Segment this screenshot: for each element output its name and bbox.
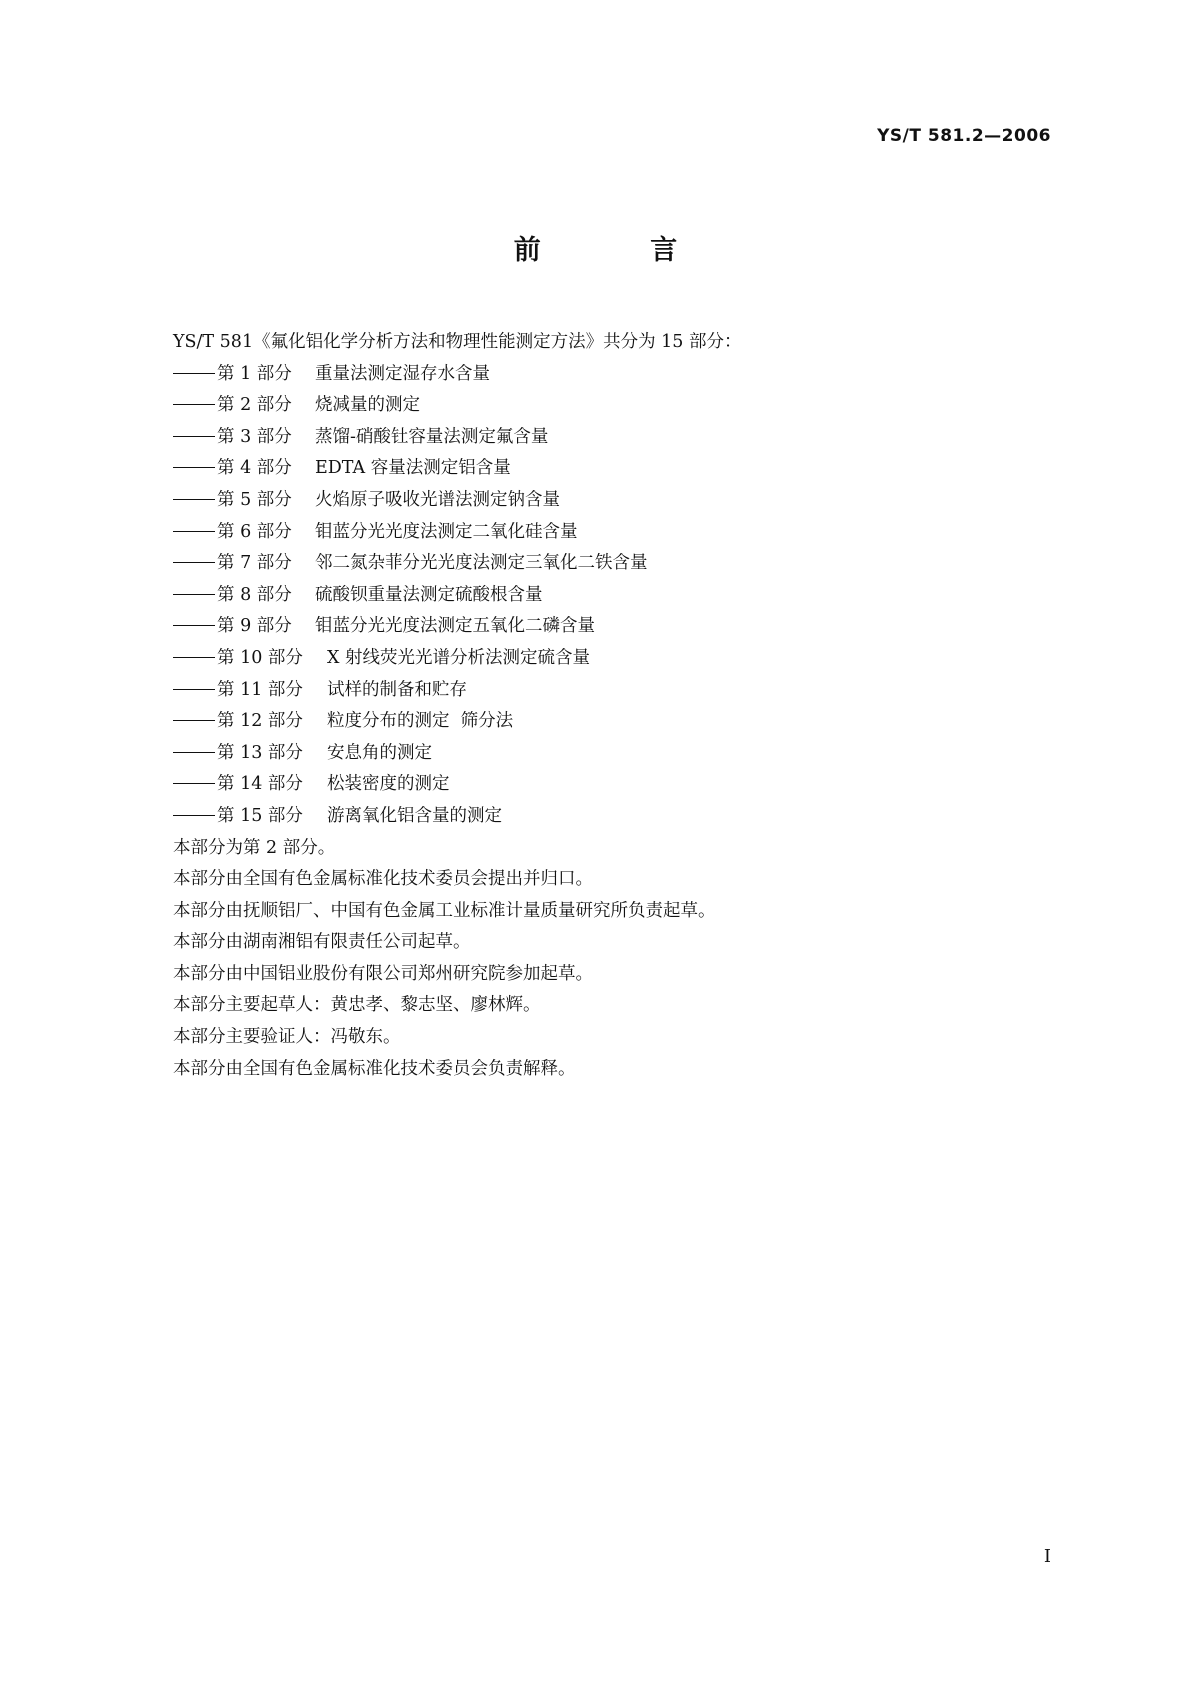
- statement-paragraph: 本部分由湖南湘铝有限责任公司起草。: [173, 932, 471, 953]
- part-item: [173, 517, 1053, 549]
- em-dash: [173, 499, 215, 500]
- part-label: 第 10 部分: [217, 647, 303, 668]
- page-number: I: [1043, 1546, 1051, 1567]
- em-dash: [173, 531, 215, 532]
- part-item: [173, 390, 1053, 422]
- statement-paragraph: 本部分主要验证人：冯敬东。: [173, 1027, 401, 1048]
- part-name: X 射线荧光光谱分析法测定硫含量: [327, 647, 591, 668]
- em-dash: [173, 783, 215, 784]
- statement-paragraph: 本部分主要起草人：黄忠孝、黎志坚、廖林辉。: [173, 995, 541, 1016]
- part-label: 第 12 部分: [217, 711, 303, 732]
- em-dash: [173, 625, 215, 626]
- em-dash: [173, 594, 215, 595]
- part-item: [173, 422, 1053, 454]
- part-item: [173, 643, 1053, 675]
- part-label: 第 8 部分: [217, 584, 292, 605]
- part-name: 火焰原子吸收光谱法测定钠含量: [315, 489, 560, 510]
- part-label: 第 11 部分: [217, 679, 303, 700]
- part-item: [173, 611, 1053, 643]
- em-dash: [173, 404, 215, 405]
- em-dash: [173, 436, 215, 437]
- em-dash: [173, 373, 215, 374]
- part-name: 松装密度的测定: [327, 774, 450, 795]
- part-name: EDTA 容量法测定铝含量: [315, 458, 511, 479]
- part-item: [173, 706, 1053, 738]
- part-label: 第 2 部分: [217, 395, 292, 416]
- part-name: 钼蓝分光光度法测定五氧化二磷含量: [315, 616, 595, 637]
- part-name: 试样的制备和贮存: [327, 679, 467, 700]
- part-item: [173, 738, 1053, 770]
- part-name: 硫酸钡重量法测定硫酸根含量: [315, 584, 543, 605]
- em-dash: [173, 689, 215, 690]
- part-name: 钼蓝分光光度法测定二氧化硅含量: [315, 521, 578, 542]
- part-name: 重量法测定湿存水含量: [315, 363, 490, 384]
- part-item: [173, 801, 1053, 833]
- em-dash: [173, 720, 215, 721]
- part-item: [173, 548, 1053, 580]
- part-label: 第 14 部分: [217, 774, 303, 795]
- part-name: 安息角的测定: [327, 742, 432, 763]
- part-item: [173, 485, 1053, 517]
- part-label: 第 13 部分: [217, 742, 303, 763]
- parts-list: [173, 359, 1053, 833]
- part-label: 第 15 部分: [217, 805, 303, 826]
- intro-paragraph: YS/T 581《氟化铝化学分析方法和物理性能测定方法》共分为 15 部分：: [173, 332, 742, 352]
- standard-code: YS/T 581.2—2006: [877, 126, 1051, 146]
- statement-paragraph: 本部分由中国铝业股份有限公司郑州研究院参加起草。: [173, 963, 593, 984]
- foreword-body: [173, 327, 1053, 1085]
- page-title: 前 言: [513, 235, 728, 266]
- part-name: 游离氧化铝含量的测定: [327, 805, 502, 826]
- part-label: 第 9 部分: [217, 616, 292, 637]
- statement-paragraph: 本部分由全国有色金属标准化技术委员会提出并归口。: [173, 869, 593, 890]
- part-label: 第 3 部分: [217, 426, 292, 447]
- part-item: [173, 580, 1053, 612]
- em-dash: [173, 562, 215, 563]
- statement-paragraph: 本部分由全国有色金属标准化技术委员会负责解释。: [173, 1058, 576, 1079]
- part-label: 第 4 部分: [217, 458, 292, 479]
- statement-paragraph: 本部分由抚顺铝厂、中国有色金属工业标准计量质量研究所负责起草。: [173, 900, 716, 921]
- statements-list: [173, 833, 1053, 1086]
- part-label: 第 1 部分: [217, 363, 292, 384]
- em-dash: [173, 815, 215, 816]
- em-dash: [173, 657, 215, 658]
- part-name: 邻二氮杂菲分光光度法测定三氧化二铁含量: [315, 553, 648, 574]
- em-dash: [173, 752, 215, 753]
- part-name: 蒸馏-硝酸钍容量法测定氟含量: [315, 426, 549, 447]
- part-item: [173, 359, 1053, 391]
- em-dash: [173, 467, 215, 468]
- part-item: [173, 675, 1053, 707]
- part-item: [173, 769, 1053, 801]
- part-label: 第 5 部分: [217, 489, 292, 510]
- part-name: 粒度分布的测定 筛分法: [327, 711, 514, 732]
- part-item: [173, 453, 1053, 485]
- part-name: 烧减量的测定: [315, 395, 420, 416]
- part-label: 第 6 部分: [217, 521, 292, 542]
- part-label: 第 7 部分: [217, 553, 292, 574]
- statement-paragraph: 本部分为第 2 部分。: [173, 837, 336, 858]
